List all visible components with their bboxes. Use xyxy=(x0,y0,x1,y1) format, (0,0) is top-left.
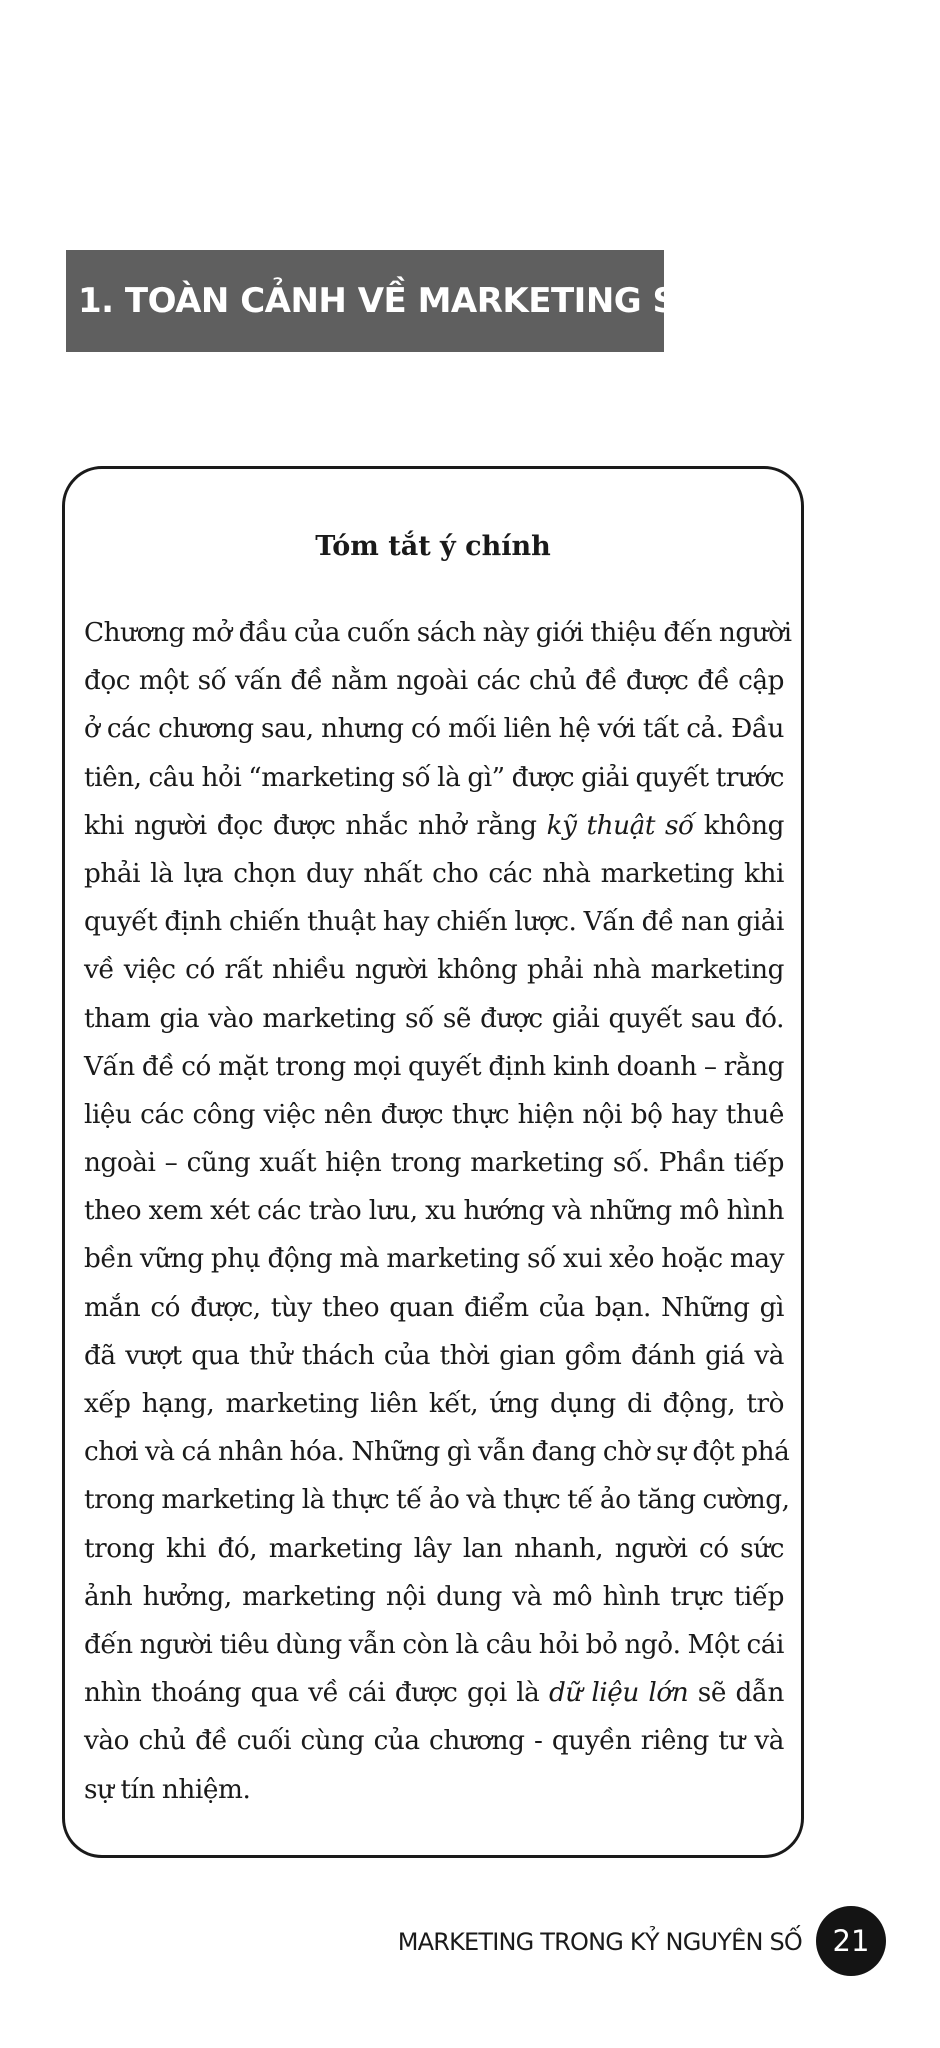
summary-line xyxy=(84,609,792,657)
summary-text-run: theo xem xét các trào lưu, xu hướng và những mô hình xyxy=(84,1196,784,1227)
summary-line xyxy=(84,1476,790,1524)
summary-text-run: ở các chương sau, nhưng có mối liên hệ với tất cả. Đầu xyxy=(84,714,784,745)
summary-line xyxy=(84,995,784,1043)
summary-text-run: trong marketing là thực tế ảo và thực tế ảo tăng cường, xyxy=(84,1485,790,1516)
summary-text-run: bền vững phụ động mà marketing số xui xẻo hoặc may xyxy=(84,1244,784,1275)
summary-line xyxy=(84,1669,784,1717)
summary-line xyxy=(84,802,784,850)
summary-box xyxy=(62,466,804,1858)
summary-text-run: sự tín nhiệm. xyxy=(84,1774,251,1805)
summary-text-run: mắn có được, tùy theo quan điểm của bạn. Những gì xyxy=(84,1292,784,1323)
summary-line xyxy=(84,1621,784,1669)
summary-heading: Tóm tắt ý chính xyxy=(315,531,551,562)
summary-text-run: Vấn đề có mặt trong mọi quyết định kinh doanh – rằng xyxy=(84,1051,784,1082)
summary-text-run: tiên, câu hỏi “marketing số là gì” được giải quyết trước xyxy=(84,762,784,793)
summary-line xyxy=(84,1766,784,1814)
summary-line xyxy=(84,1043,784,1091)
chapter-title: 1. TOÀN CẢNH VỀ MARKETING SỐ xyxy=(78,281,705,321)
summary-line xyxy=(84,754,784,802)
page-number: 21 xyxy=(832,1924,870,1958)
summary-text-run: ngoài – cũng xuất hiện trong marketing số. Phần tiếp xyxy=(84,1148,784,1179)
summary-line xyxy=(84,898,784,946)
summary-line xyxy=(84,1284,784,1332)
summary-line xyxy=(84,1332,784,1380)
summary-text-run: trong khi đó, marketing lây lan nhanh, người có sức xyxy=(84,1533,784,1564)
summary-text-run: không xyxy=(693,810,784,841)
summary-line xyxy=(84,1235,784,1283)
summary-text-run: quyết định chiến thuật hay chiến lược. Vấn đề nan giải xyxy=(84,907,784,938)
page-number-badge xyxy=(816,1906,886,1976)
summary-text-run: đã vượt qua thử thách của thời gian gồm đánh giá và xyxy=(84,1340,784,1371)
summary-text-run: về việc có rất nhiều người không phải nhà marketing xyxy=(84,955,784,986)
summary-text-run: nhìn thoáng qua về cái được gọi là xyxy=(84,1678,549,1709)
summary-text-run: ảnh hưởng, marketing nội dung và mô hình trực tiếp xyxy=(84,1581,784,1612)
summary-emphasis: dữ liệu lớn xyxy=(548,1678,689,1709)
summary-text-run: Chương mở đầu của cuốn sách này giới thiệu đến người xyxy=(84,618,792,648)
summary-text-run: đọc một số vấn đề nằm ngoài các chủ đề được đề cập xyxy=(84,666,784,697)
chapter-banner xyxy=(66,250,705,352)
summary-text-run: vào chủ đề cuối cùng của chương - quyền riêng tư và xyxy=(84,1726,784,1757)
summary-line xyxy=(84,1717,784,1765)
summary-text-run: sẽ dẫn xyxy=(688,1678,784,1709)
summary-text-run: phải là lựa chọn duy nhất cho các nhà marketing khi xyxy=(84,858,784,889)
summary-line xyxy=(84,946,784,994)
summary-line xyxy=(84,705,784,753)
summary-line xyxy=(84,1573,784,1621)
summary-text-run: xếp hạng, marketing liên kết, ứng dụng di động, trò xyxy=(84,1389,784,1419)
summary-emphasis: kỹ thuật số xyxy=(546,810,694,841)
summary-line xyxy=(84,1091,784,1139)
summary-line xyxy=(84,1428,790,1476)
summary-text xyxy=(84,609,792,1814)
running-footer-title: MARKETING TRONG KỶ NGUYÊN SỐ xyxy=(397,1928,802,1956)
summary-text-run: tham gia vào marketing số sẽ được giải quyết sau đó. xyxy=(84,1003,784,1034)
summary-text-run: khi người đọc được nhắc nhở rằng xyxy=(84,810,547,841)
summary-text-run: liệu các công việc nên được thực hiện nội bộ hay thuê xyxy=(84,1099,784,1130)
summary-line xyxy=(84,1380,784,1428)
summary-line xyxy=(84,1187,784,1235)
summary-line xyxy=(84,657,784,705)
summary-line xyxy=(84,850,784,898)
summary-line xyxy=(84,1525,784,1573)
summary-line xyxy=(84,1139,784,1187)
summary-text-run: đến người tiêu dùng vẫn còn là câu hỏi bỏ ngỏ. Một cái xyxy=(84,1629,784,1660)
summary-text-run: chơi và cá nhân hóa. Những gì vẫn đang chờ sự đột phá xyxy=(84,1437,790,1468)
